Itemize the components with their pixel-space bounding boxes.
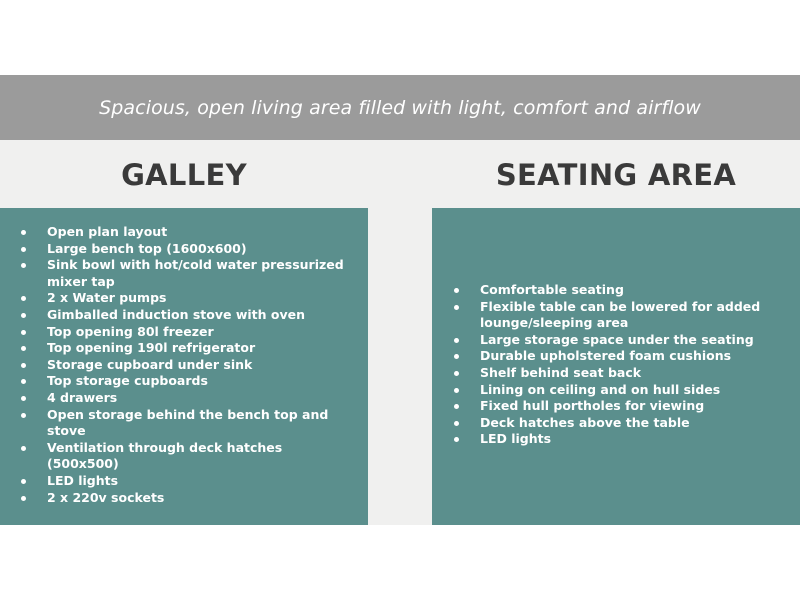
list-item-text: Open plan layout [47,224,168,239]
bullet-icon [21,479,26,484]
list-item-text: LED lights [47,472,119,488]
bullet-icon [454,404,459,409]
list-item-text: Ventilation through deck hatches (500x500) [47,439,283,472]
list-item [0,373,357,390]
list-item [432,415,780,432]
bullet-icon [21,379,26,384]
list-item-text: Large bench top (1600x600) [47,240,247,256]
list-item [432,299,780,332]
list-item-text: LED lights [480,431,552,447]
list-item-text: 2 x Water pumps [47,290,167,306]
list-item-text: Flexible table can be lowered for added lounge/sleeping area [480,298,761,331]
bullet-icon [454,388,459,393]
list-item-text: Sink bowl with hot/cold water pressurized mixer tap [47,257,344,289]
list-item-text: Top storage cupboards [47,373,208,389]
list-item-text: Large storage space under the seating [480,331,754,347]
list-item [432,398,780,415]
bullet-icon [454,305,459,310]
bullet-icon [454,437,459,442]
list-item [0,324,357,341]
bullet-icon [21,247,26,252]
banner-text: Spacious, open living area filled with light, comfort and airflow [99,96,701,119]
bullet-icon [21,396,26,401]
list-item-text: Storage cupboard under sink [47,356,253,372]
bullet-icon [454,338,459,343]
banner [0,75,800,140]
list-item-text: Lining on ceiling and on hull sides [480,381,721,397]
list-item-text: 4 drawers [47,389,118,405]
list-item [432,348,780,365]
list-item [432,282,780,299]
seating-feature-list [432,282,780,448]
bullet-icon [21,296,26,301]
list-item [0,307,357,324]
list-item [0,440,357,473]
list-item [0,407,357,440]
bullet-icon [21,496,26,501]
bullet-icon [454,371,459,376]
list-item [0,241,357,258]
list-item [0,473,357,490]
list-item [0,257,357,290]
list-item-text: Deck hatches above the table [480,414,690,430]
bullet-icon [21,363,26,368]
content-area [0,140,800,525]
list-item [0,490,357,507]
bullet-icon [21,263,26,268]
bullet-icon [21,446,26,451]
seating-area-heading: SEATING AREA [495,158,737,192]
list-item [0,224,357,241]
list-item [0,357,357,374]
list-item-text: Open storage behind the bench top and stove [47,406,329,439]
list-item-text: Gimballed induction stove with oven [47,306,305,322]
bullet-icon [21,230,26,235]
list-item-text: Top opening 80l freezer [47,323,214,339]
list-item [0,340,357,357]
bullet-icon [454,354,459,359]
galley-feature-list [0,224,357,506]
list-item-text: Shelf behind seat back [480,364,642,380]
list-item-text: Top opening 190l refrigerator [47,340,256,356]
list-item-text: 2 x 220v sockets [47,489,165,505]
seating-area-panel [432,208,800,525]
list-item [432,431,780,448]
list-item [0,290,357,307]
list-item-text: Durable upholstered foam cushions [480,348,732,364]
list-item-text: Fixed hull portholes for viewing [480,398,705,414]
bullet-icon [21,330,26,335]
list-item [0,390,357,407]
list-item [432,382,780,399]
galley-panel [0,208,368,525]
galley-heading: GALLEY [121,158,247,192]
list-item [432,365,780,382]
bullet-icon [454,421,459,426]
list-item [432,332,780,349]
bullet-icon [21,313,26,318]
bullet-icon [21,346,26,351]
list-item-text: Comfortable seating [480,282,624,297]
bullet-icon [454,288,459,293]
bullet-icon [21,413,26,418]
